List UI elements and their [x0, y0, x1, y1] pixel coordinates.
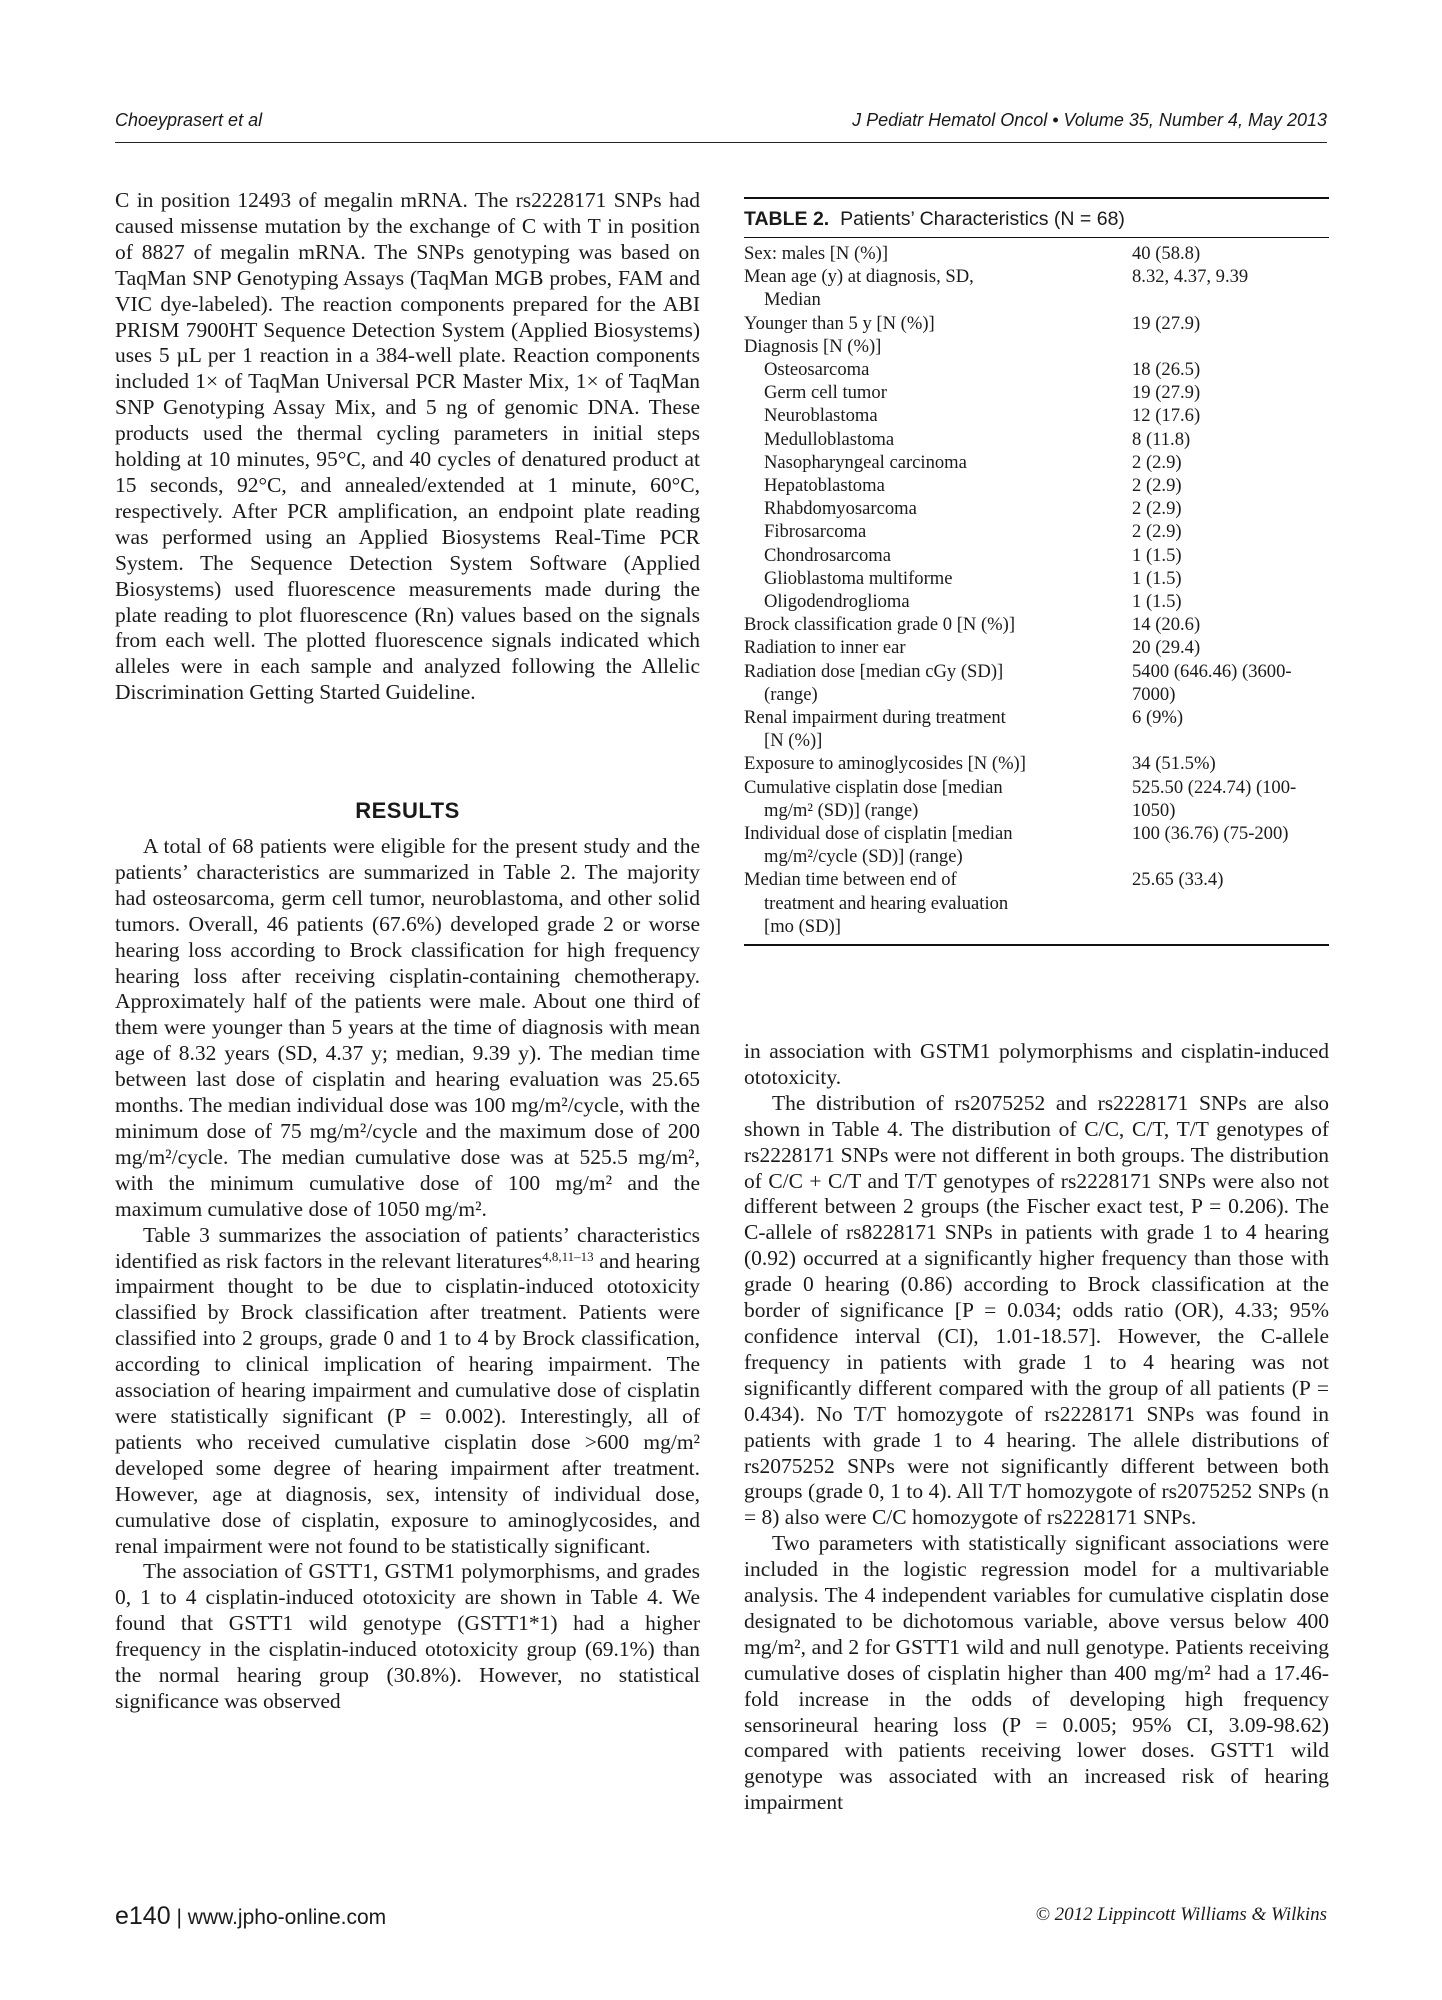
- table-row: [744, 312, 1329, 335]
- table-row-label-line: Oligodendroglioma: [764, 591, 910, 613]
- table-row-value: 25.65 (33.4): [1132, 869, 1224, 891]
- table-row-label: [744, 451, 1112, 474]
- table-row-value: 20 (29.4): [1132, 637, 1201, 659]
- table-row: [744, 497, 1329, 520]
- table-row-value: 14 (20.6): [1132, 614, 1201, 636]
- table-row-label: [744, 358, 1112, 381]
- table-row: [744, 544, 1329, 567]
- results-paragraph-3: The association of GSTT1, GSTM1 polymorphisms, and grades 0, 1 to 4 cisplatin-induced ototoxicity are shown in Table 4. We found that GSTT1 wild genotype (GSTT1*1) had a higher frequency in the cisplatin-induced ototoxicity group (69.1%) than the normal hearing group (30.8%). However, no statistical significance was observed: [115, 1559, 700, 1713]
- table-row-label-line: Hepatoblastoma: [764, 475, 885, 497]
- table-row-label: [744, 404, 1112, 427]
- table-row: [744, 776, 1329, 822]
- journal-url[interactable]: www.jpho-online.com: [187, 1906, 387, 1929]
- table-row: [744, 381, 1329, 404]
- table-row: [744, 474, 1329, 497]
- table-row-label: [744, 567, 1112, 590]
- table-row-value: 2 (2.9): [1132, 451, 1182, 473]
- table-row-label-line: Chondrosarcoma: [764, 544, 892, 566]
- table-row-value: 525.50 (224.74) (100-1050): [1132, 776, 1297, 821]
- table-row-value: 34 (51.5%): [1132, 753, 1216, 775]
- header-authors: Choeyprasert et al: [115, 110, 263, 130]
- table-row-label-line: Mean age (y) at diagnosis, SD,: [744, 266, 974, 288]
- table-row: [744, 822, 1329, 868]
- table-row: [744, 358, 1329, 381]
- table-row-label: [744, 474, 1112, 497]
- table-row-value: 8 (11.8): [1132, 428, 1191, 450]
- table-row-value: 1 (1.5): [1132, 544, 1182, 566]
- table-header-rule: [744, 237, 1329, 238]
- table-row-label: [744, 868, 1112, 938]
- right-paragraph-2: The distribution of rs2075252 and rs2228171 SNPs are also shown in Table 4. The distribution of C/C, C/T, T/T genotypes of rs2228171 SNPs were not different in both groups. The distribution of C/C + C/T and T/T genotypes of rs2228171 SNPs were also not different between 2 groups (the Fischer exact test, P = 0.206). The C-allele of rs8228171 SNPs in patients with grade 1 to 4 hearing (0.92) occurred at a significantly higher frequency than those with grade 0 hearing (0.86) according to Brock classification at the border of significance [P = 0.034; odds ratio (OR), 4.33; 95% confidence interval (CI), 1.01-18.57]. However, the C-allele frequency in patients with grade 1 to 4 hearing was not significantly different compared with the group of all patients (P = 0.434). No T/T homozygote of rs2228171 SNPs was found in patients with grade 1 to 4 hearing. The allele distributions of rs2075252 SNPs were not significantly different between both groups (grade 0, 1 to 4). All T/T homozygote of rs2075252 SNPs (n = 8) also were C/C homozygote of rs2228171 SNPs.: [744, 1090, 1329, 1530]
- table-row: [744, 613, 1329, 636]
- table-row: [744, 451, 1329, 474]
- table-row-label: [744, 265, 1112, 311]
- table-row-label: [744, 520, 1112, 543]
- header-rule: [115, 142, 1327, 143]
- table-row-label: [744, 242, 1112, 265]
- table-row-value: 1 (1.5): [1132, 591, 1182, 613]
- table-row-label: [744, 381, 1112, 404]
- table-row-label-line: Sex: males [N (%)]: [744, 243, 889, 264]
- table-row: [744, 428, 1329, 451]
- table-row-value: 2 (2.9): [1132, 498, 1182, 520]
- table-row: [744, 868, 1329, 938]
- table-row: [744, 660, 1329, 706]
- table-row: [744, 335, 1329, 358]
- running-header: [115, 110, 1327, 140]
- table-row-label-line: Rhabdomyosarcoma: [764, 498, 917, 520]
- right-paragraph-3: Two parameters with statistically significant associations were included in the logistic regression model for a multivariable analysis. The 4 independent variables for cumulative cisplatin dose designated to be dichotomous variable, above versus below 400 mg/m², and 2 for GSTT1 wild and null genotype. Patients receiving cumulative doses of cisplatin higher than 400 mg/m² had a 17.46-fold increase in the odds of developing high frequency sensorineural hearing loss (P = 0.005; 95% CI, 3.09-98.62) compared with patients receiving lower doses. GSTT1 wild genotype was associated with an increased risk of hearing impairment: [744, 1531, 1329, 1815]
- table-row-label-line: Germ cell tumor: [764, 382, 887, 404]
- table-row-value: 100 (36.76) (75-200): [1132, 823, 1289, 845]
- table-row-value: 12 (17.6): [1132, 405, 1201, 427]
- table-2: [744, 197, 1329, 946]
- table-row-value: 5400 (646.46) (3600-7000): [1132, 660, 1292, 705]
- footer-page-url: [115, 1902, 386, 1931]
- table-row-value: 2 (2.9): [1132, 521, 1182, 543]
- table-row-label-line: (range): [764, 683, 818, 705]
- footer-copyright: © 2012 Lippincott Williams & Wilkins: [1035, 1904, 1327, 1925]
- table-caption: [744, 199, 1329, 237]
- results-paragraph-2-text-b: and hearing impairment thought to be due to cisplatin-induced ototoxicity classified by Brock classification after treatment. Patients were classified into 2 groups, grade 0 and 1 to 4 by Brock classification, according to clinical implication of hearing impairment. The association of hearing impairment and cumulative dose of cisplatin were statistically significant (P = 0.002). Interestingly, all of patients who received cumulative cisplatin dose >600 mg/m² developed some degree of hearing impairment after treatment. However, age at diagnosis, sex, intensity of individual dose, cumulative dose of cisplatin, exposure to aminoglycosides, and renal impairment were not found to be statistically significant.: [115, 1248, 700, 1558]
- table-row-label: [744, 544, 1112, 567]
- table-row-label-line: Nasopharyngeal carcinoma: [764, 451, 967, 473]
- left-column: [115, 188, 700, 1715]
- table-row-label: [744, 660, 1112, 706]
- methods-paragraph: C in position 12493 of megalin mRNA. The rs2228171 SNPs had caused missense mutation by the exchange of C with T in position of 8827 of megalin mRNA. The SNPs genotyping was based on TaqMan SNP Genotyping Assays (TaqMan MGB probes, FAM and VIC dye-labeled). The reaction components prepared for the ABI PRISM 7900HT Sequence Detection System (Applied Biosystems) uses 5 µL per 1 reaction in a 384-well plate. Reaction components included 1× of TaqMan Universal PCR Master Mix, 1× of TaqMan SNP Genotyping Assay Mix, and 5 ng of genomic DNA. These products used the thermal cycling parameters in initial steps holding at 10 minutes, 95°C, and 40 cycles of denatured product at 15 seconds, 92°C, and annealed/extended at 1 minute, 60°C, respectively. After PCR amplification, an endpoint plate reading was performed using an Applied Biosystems Real-Time PCR System. The Sequence Detection System Software (Applied Biosystems) used fluorescence measurements made during the plate reading to plot fluorescence (Rn) values based on the signals from each well. The plotted fluorescence signals indicated which alleles were in each sample and analyzed following the Allelic Discrimination Getting Started Guideline.: [115, 188, 700, 705]
- table-row: [744, 265, 1329, 311]
- table-row-label-line: Fibrosarcoma: [764, 521, 867, 543]
- table-row-label-line: Median: [764, 289, 821, 311]
- table-row-label-line: Glioblastoma multiforme: [764, 567, 953, 589]
- table-row-label: [744, 706, 1112, 752]
- table-row-label: [744, 752, 1112, 775]
- table-row-label-line: Medulloblastoma: [764, 428, 895, 450]
- table-row-label-line: Exposure to aminoglycosides [N (%)]: [744, 753, 1026, 775]
- table-row-label-line: Renal impairment during treatment: [744, 707, 1006, 729]
- table-row-label-line: Diagnosis [N (%)]: [744, 335, 882, 357]
- header-journal-citation: J Pediatr Hematol Oncol • Volume 35, Number 4, May 2013: [852, 110, 1327, 130]
- table-row-value: 18 (26.5): [1132, 359, 1201, 381]
- table-row-label-line: Neuroblastoma: [764, 405, 878, 427]
- table-row-label: [744, 312, 1112, 335]
- results-paragraph-1: A total of 68 patients were eligible for the present study and the patients’ characteristics are summarized in Table 2. The majority had osteosarcoma, germ cell tumor, neuroblastoma, and other solid tumors. Overall, 46 patients (67.6%) developed grade 2 or worse hearing loss according to Brock classification for high frequency hearing loss after receiving cisplatin-containing chemotherapy. Approximately half of the patients were male. About one third of them were younger than 5 years at the time of diagnosis with mean age of 8.32 years (SD, 4.37 y; median, 9.39 y). The median time between last dose of cisplatin and hearing evaluation was 25.65 months. The median individual dose was 100 mg/m²/cycle, with the minimum dose of 75 mg/m²/cycle and the maximum dose of 200 mg/m²/cycle. The median cumulative dose was at 525.5 mg/m², with the minimum cumulative dose of 100 mg/m² and the maximum cumulative dose of 1050 mg/m².: [115, 834, 700, 1221]
- table-row-value: 19 (27.9): [1132, 312, 1201, 334]
- table-row-label-line: Radiation to inner ear: [744, 637, 906, 659]
- table-row-label-line: Osteosarcoma: [764, 359, 870, 381]
- results-heading: RESULTS: [355, 798, 460, 824]
- table-row-value: 1 (1.5): [1132, 567, 1182, 589]
- right-paragraph-1: in association with GSTM1 polymorphisms and cisplatin-induced ototoxicity.: [744, 1039, 1329, 1089]
- table-row-label-line: treatment and hearing evaluation: [764, 892, 1009, 914]
- table-label: TABLE 2.: [744, 208, 830, 230]
- footer-separator: |: [170, 1906, 188, 1929]
- table-row-label-line: Radiation dose [median cGy (SD)]: [744, 660, 1004, 682]
- table-row-value: 2 (2.9): [1132, 475, 1182, 497]
- results-paragraph-2-text-a: Table 3 summarizes the association of patients’ characteristics identified as risk factors in the relevant literatures: [115, 1222, 700, 1273]
- table-row-label: [744, 590, 1112, 613]
- table-row-value: 19 (27.9): [1132, 382, 1201, 404]
- table-row-label: [744, 497, 1112, 520]
- table-row-label-line: [mo (SD)]: [764, 915, 841, 937]
- table-row-label: [744, 613, 1112, 636]
- table-row: [744, 636, 1329, 659]
- table-row-label-line: Cumulative cisplatin dose [median: [744, 776, 1003, 798]
- table-row-label-line: [N (%)]: [764, 730, 823, 752]
- table-row-label: [744, 335, 1112, 358]
- results-paragraph-2: [115, 1223, 700, 1560]
- table-row: [744, 520, 1329, 543]
- table-row: [744, 590, 1329, 613]
- table-row-label-line: Younger than 5 y [N (%)]: [744, 312, 935, 334]
- table-row-value: 8.32, 4.37, 9.39: [1132, 266, 1249, 288]
- table-row: [744, 706, 1329, 752]
- table-row: [744, 752, 1329, 775]
- table-row-label: [744, 822, 1112, 868]
- table-title: Patients’ Characteristics (N = 68): [840, 208, 1125, 230]
- table-row-label-line: Individual dose of cisplatin [median: [744, 823, 1013, 845]
- table-body: [744, 242, 1329, 938]
- table-bottom-rule: [744, 944, 1329, 946]
- table-row-label-line: Brock classification grade 0 [N (%)]: [744, 614, 1016, 636]
- table-row-value: 40 (58.8): [1132, 243, 1201, 264]
- right-column-text: [744, 1039, 1329, 1816]
- table-row-label-line: mg/m²/cycle (SD)] (range): [764, 846, 963, 868]
- table-row-label: [744, 428, 1112, 451]
- table-row-value: [1112, 335, 1329, 358]
- table-row-label-line: mg/m² (SD)] (range): [764, 799, 919, 821]
- citation-superscript: 4,8,11–13: [542, 1248, 594, 1264]
- table-row: [744, 242, 1329, 265]
- table-row: [744, 404, 1329, 427]
- page-footer: [115, 1902, 1327, 1932]
- table-row-value: 6 (9%): [1132, 707, 1184, 729]
- table-row-label: [744, 776, 1112, 822]
- table-row-label-line: Median time between end of: [744, 869, 957, 891]
- page-number: e140: [115, 1902, 171, 1930]
- table-row-label: [744, 636, 1112, 659]
- table-row: [744, 567, 1329, 590]
